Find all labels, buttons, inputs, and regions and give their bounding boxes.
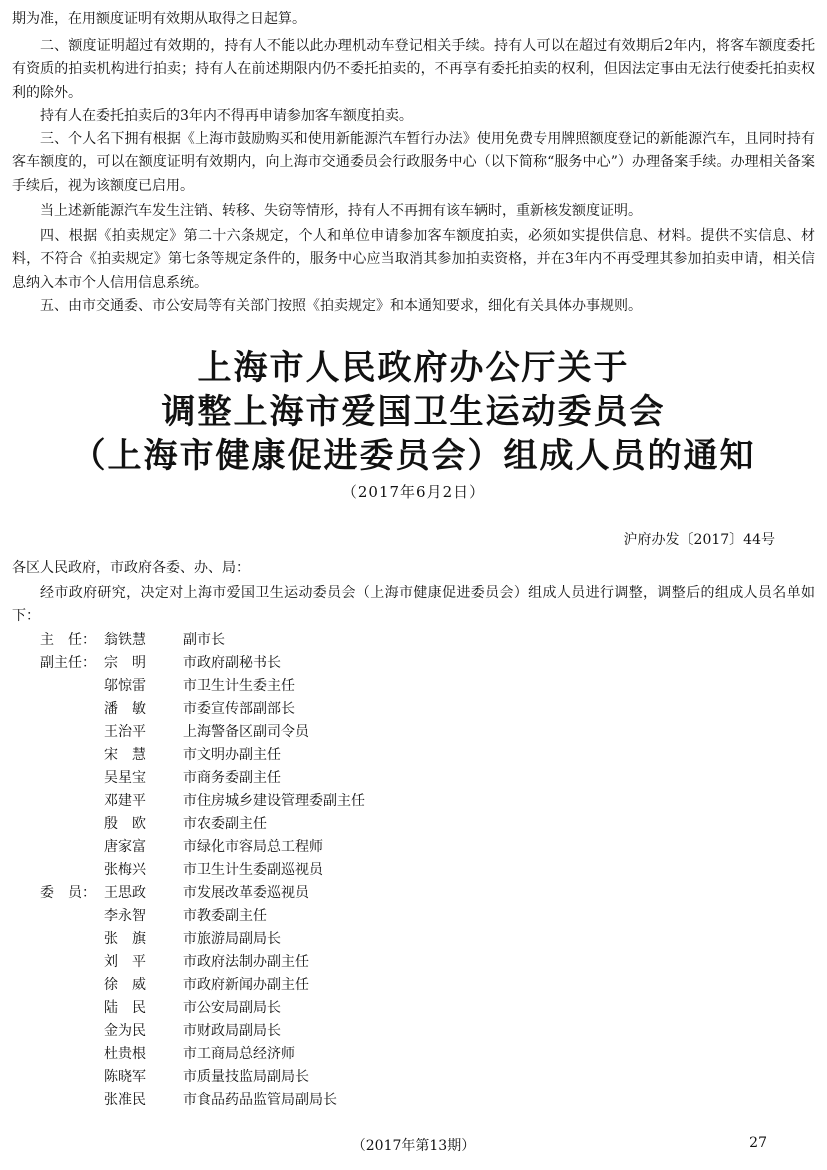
member-position: 市财政局副局长 — [183, 1023, 281, 1039]
notice-title-line-2: 调整上海市爱国卫生运动委员会 — [161, 392, 666, 432]
member-position: 市住房城乡建设管理委副主任 — [183, 793, 365, 809]
member-position: 市食品药品监管局副局长 — [183, 1092, 337, 1108]
member-name: 潘 敏 — [104, 701, 146, 717]
member-name: 杜贵根 — [104, 1046, 146, 1062]
member-position: 上海警备区副司令员 — [183, 724, 309, 740]
member-position: 市教委副主任 — [183, 908, 267, 924]
member-name: 金为民 — [104, 1023, 146, 1039]
member-name: 王治平 — [104, 724, 146, 740]
member-name: 张梅兴 — [104, 862, 146, 878]
member-position: 市绿化市容局总工程师 — [183, 839, 323, 855]
prev-paragraph-3: 持有人在委托拍卖后的3年内不得再申请参加客车额度拍卖。 — [40, 108, 413, 124]
member-position: 市文明办副主任 — [183, 747, 281, 763]
member-position: 市卫生计生委主任 — [183, 678, 295, 694]
member-name: 邬惊雷 — [104, 678, 146, 694]
member-role: 主 任： — [40, 632, 96, 648]
intro-paragraph: 经市政府研究，决定对上海市爱国卫生运动委员会（上海市健康促进委员会）组成人员进行调整，调整后的组成人员名单如下： — [12, 585, 815, 625]
member-name: 宋 慧 — [104, 747, 146, 763]
member-position: 市政府副秘书长 — [183, 655, 281, 671]
member-role: 委 员： — [40, 885, 96, 901]
issue-footer: （2017年第13期） — [351, 1138, 476, 1154]
member-position: 市发展改革委巡视员 — [183, 885, 309, 901]
member-position: 市质量技监局副局长 — [183, 1069, 309, 1085]
member-name: 殷 欧 — [104, 816, 146, 832]
addressee: 各区人民政府，市政府各委、办、局： — [12, 560, 250, 576]
member-position: 市公安局副局长 — [183, 1000, 281, 1016]
prev-paragraph-6: 四、根据《拍卖规定》第二十六条规定，个人和单位申请参加客车额度拍卖，必须如实提供信息、材料。提供不实信息、材料，不符合《拍卖规定》第七条等规定条件的，服务中心应当取消其参加拍卖资格，并在3年内不再受理其参加拍卖申请，相关信息纳入本市个人信用信息系统。 — [12, 228, 815, 291]
member-name: 张 旗 — [104, 931, 146, 947]
member-position: 市政府法制办副主任 — [183, 954, 309, 970]
member-position: 市商务委副主任 — [183, 770, 281, 786]
member-position: 副市长 — [183, 632, 225, 648]
member-role: 副主任： — [40, 655, 96, 671]
member-name: 徐 威 — [104, 977, 146, 993]
page-number: 27 — [749, 1135, 767, 1151]
member-name: 宗 明 — [104, 655, 146, 671]
member-name: 张准民 — [104, 1092, 146, 1108]
member-position: 市农委副主任 — [183, 816, 267, 832]
member-name: 吴星宝 — [104, 770, 146, 786]
member-position: 市旅游局副局长 — [183, 931, 281, 947]
member-name: 邓建平 — [104, 793, 146, 809]
member-position: 市工商局总经济师 — [183, 1046, 295, 1062]
notice-date: （2017年6月2日） — [341, 483, 486, 501]
member-name: 陈晓军 — [104, 1069, 146, 1085]
prev-paragraph-4: 三、个人名下拥有根据《上海市鼓励购买和使用新能源汽车暂行办法》使用免费专用牌照额度登记的新能源汽车，且同时持有客车额度的，可以在额度证明有效期内，向上海市交通委员会行政服务中心（以下简称“服务中心”）办理备案手续。办理相关备案手续后，视为该额度已启用。 — [12, 131, 815, 194]
member-name: 翁铁慧 — [104, 632, 146, 648]
notice-title-line-3: （上海市健康促进委员会）组成人员的通知 — [71, 436, 756, 476]
prev-paragraph-1: 期为准，在用额度证明有效期从取得之日起算。 — [12, 11, 306, 27]
member-position: 市卫生计生委副巡视员 — [183, 862, 323, 878]
prev-paragraph-2: 二、额度证明超过有效期的，持有人不能以此办理机动车登记相关手续。持有人可以在超过有效期后2年内，将客车额度委托有资质的拍卖机构进行拍卖；持有人在前述期限内仍不委托拍卖的，不再享有委托拍卖的权利，但因法定事由无法行使委托拍卖权利的除外。 — [12, 38, 815, 101]
document-number: 沪府办发〔2017〕44号 — [623, 532, 775, 548]
member-position: 市委宣传部副部长 — [183, 701, 295, 717]
member-position: 市政府新闻办副主任 — [183, 977, 309, 993]
prev-paragraph-7: 五、由市交通委、市公安局等有关部门按照《拍卖规定》和本通知要求，细化有关具体办事规则。 — [40, 298, 642, 314]
notice-title-line-1: 上海市人民政府办公厅关于 — [197, 348, 630, 388]
member-name: 陆 民 — [104, 1000, 146, 1016]
member-name: 刘 平 — [104, 954, 146, 970]
prev-paragraph-5: 当上述新能源汽车发生注销、转移、失窃等情形，持有人不再拥有该车辆时，重新核发额度证明。 — [40, 203, 642, 219]
member-name: 王思政 — [104, 885, 146, 901]
member-name: 唐家富 — [104, 839, 146, 855]
member-name: 李永智 — [104, 908, 146, 924]
